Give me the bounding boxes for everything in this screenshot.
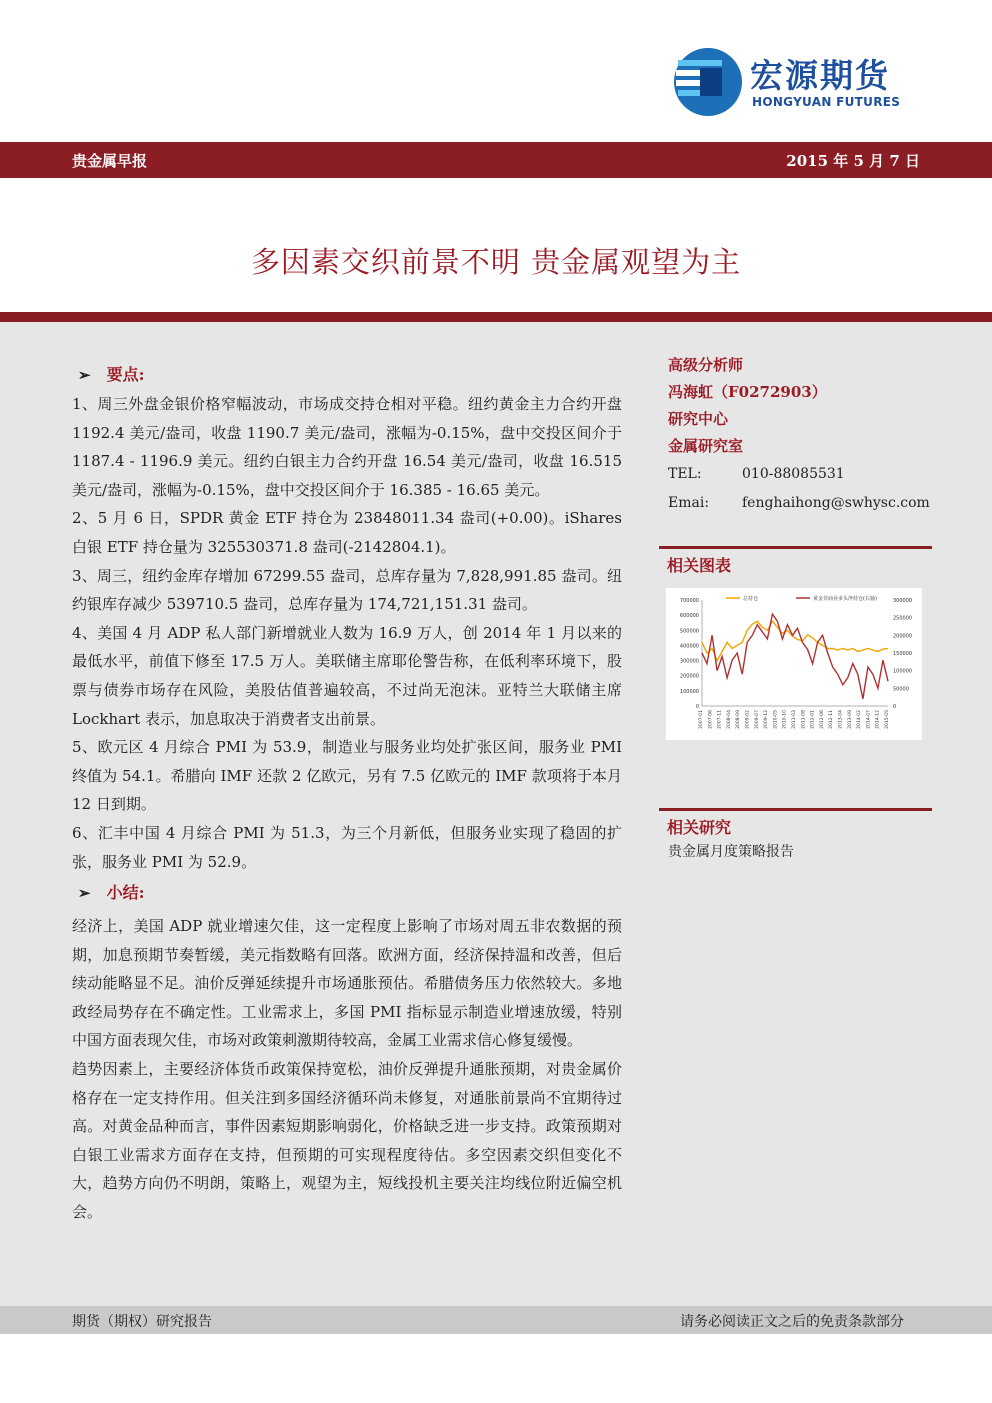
series-line-1 bbox=[702, 621, 888, 660]
chart-svg bbox=[666, 588, 922, 740]
logo-mark-icon bbox=[672, 46, 744, 118]
title-divider bbox=[0, 312, 992, 322]
key-point: 3、周三，纽约金库存增加 67299.55 盎司，总库存量为 7,828,991.85 盎司。纽约银库存减少 539710.5 盎司，总库存量为 174,721,151.31 盎司。 bbox=[72, 566, 622, 614]
x-tick-label: 2010-10 bbox=[782, 710, 788, 729]
legend-label: 黄金非商业多头净持仓(右轴) bbox=[813, 596, 877, 602]
y-left-tick-label: 600000 bbox=[679, 613, 699, 620]
x-tick-label: 2007-11 bbox=[717, 710, 723, 729]
y-right-tick-label: 150000 bbox=[893, 651, 913, 657]
report-type: 贵金属早报 bbox=[72, 152, 148, 170]
x-tick-label: 2014-07 bbox=[866, 710, 872, 729]
analyst-title: 高级分析师 bbox=[668, 356, 744, 374]
holdings-chart bbox=[666, 588, 922, 740]
footer-bar bbox=[0, 1306, 992, 1334]
x-tick-label: 2009-07 bbox=[754, 710, 760, 729]
key-point: 5、欧元区 4 月综合 PMI 为 53.9，制造业与服务业均处扩张区间，服务业 PMI 终值为 54.1。希腊向 IMF 还款 2 亿欧元，另有 7.5 亿欧元的 IMF 款项将于本月 12 日到期。 bbox=[72, 738, 622, 814]
x-tick-label: 2011-03 bbox=[792, 710, 797, 729]
y-right-tick-label: 300000 bbox=[893, 598, 913, 604]
key-points-heading-label: 要点: bbox=[106, 364, 145, 384]
y-left-tick-label: 200000 bbox=[679, 673, 699, 680]
footer-left: 期货（期权）研究报告 bbox=[72, 1314, 212, 1330]
analyst-dept: 研究中心 bbox=[668, 410, 729, 428]
x-tick-label: 2010-05 bbox=[773, 710, 779, 729]
summary-paragraph: 经济上，美国 ADP 就业增速欠佳，这一定程度上影响了市场对周五非农数据的预期，加息预期节奏暂缓，美元指数略有回落。欧洲方面，经济保持温和改善，但后续动能略显不足。油价反弹延续提升市场通胀预估。希腊债务压力依然较大。多地政经局势存在不确定性。工业需求上，多国 PMI 指标显示制造业增速放缓，特别中国方面表现欠佳，市场对政策刺激期待较高，金属工业需求信心修复缓慢。 bbox=[72, 917, 622, 1050]
email-row bbox=[668, 489, 938, 518]
x-tick-label: 2007-06 bbox=[708, 710, 714, 729]
email-value: fenghaihong@swhysc.com bbox=[742, 495, 930, 511]
x-tick-label: 2014-12 bbox=[875, 710, 881, 729]
x-tick-label: 2014-02 bbox=[857, 710, 863, 729]
y-right-tick-label: 0 bbox=[893, 704, 897, 710]
logo-text-en: HONGYUAN FUTURES bbox=[752, 95, 901, 109]
related-charts-heading: 相关图表 bbox=[659, 546, 932, 580]
x-tick-label: 2007-01 bbox=[699, 710, 704, 729]
x-tick-label: 2013-04 bbox=[838, 710, 844, 729]
x-tick-label: 2008-09 bbox=[736, 710, 742, 729]
tel-row bbox=[668, 460, 938, 489]
key-point: 2、5 月 6 日，SPDR 黄金 ETF 持仓为 23848011.34 盎司(+0.00)。iShares 白银 ETF 持仓量为 325530371.8 盎司(-2142804.1)。 bbox=[72, 509, 622, 556]
summary-paragraph: 趋势因素上，主要经济体货币政策保持宽松，油价反弹提升通胀预期，对贵金属价格存在一定支持作用。但关注到多国经济循环尚未修复，对通胀前景尚不宜期待过高。对黄金品种而言，事件因素短期影响弱化，价格缺乏进一步支持。政策预期对白银工业需求方面存在支持，但预期的可实现程度待估。多空因素交织但变化不大，趋势方向仍不明朗，策略上，观望为主，短线投机主要关注均线位附近偏空机会。 bbox=[72, 1060, 622, 1222]
x-tick-label: 2015-05 bbox=[885, 710, 890, 729]
y-right-tick-label: 200000 bbox=[893, 633, 913, 640]
key-points-heading bbox=[72, 360, 622, 390]
y-right-tick-label: 50000 bbox=[893, 686, 909, 693]
x-tick-label: 2012-11 bbox=[829, 710, 835, 729]
y-left-tick-label: 300000 bbox=[679, 658, 699, 665]
x-tick-label: 2009-02 bbox=[745, 710, 751, 729]
analyst-name: 冯海虹（F0272903） bbox=[668, 383, 827, 401]
y-right-tick-label: 100000 bbox=[893, 668, 913, 675]
series-line-2 bbox=[702, 614, 888, 699]
logo-text-cn: 宏源期货 bbox=[750, 56, 890, 95]
y-left-tick-label: 100000 bbox=[679, 688, 699, 695]
report-title: 多因素交织前景不明 贵金属观望为主 bbox=[250, 245, 742, 279]
y-right-tick-label: 250000 bbox=[893, 615, 913, 622]
x-tick-label: 2011-08 bbox=[801, 710, 807, 729]
main-column bbox=[72, 360, 622, 1227]
summary-heading-label: 小结: bbox=[106, 882, 145, 902]
legend-label: 总持仓 bbox=[743, 596, 759, 602]
x-tick-label: 2012-01 bbox=[810, 710, 816, 729]
y-left-tick-label: 400000 bbox=[679, 643, 699, 650]
header-bar bbox=[0, 142, 992, 178]
summary-heading bbox=[72, 878, 622, 908]
key-point: 1、周三外盘金银价格窄幅波动，市场成交持仓相对平稳。纽约黄金主力合约开盘 1192.4 美元/盎司，收盘 1190.7 美元/盎司，涨幅为-0.15%，盘中交投区间介于 1187.4 - 1196.9 美元。纽约白银主力合约开盘 16.54 美元/盎司，收盘 16.515 美元/盎司，涨幅为-0.15%，盘中交投区间介于 16.385 - 16.65 美元。 bbox=[72, 395, 622, 499]
y-left-tick-label: 500000 bbox=[679, 628, 699, 635]
x-tick-label: 2012-06 bbox=[819, 710, 825, 729]
analyst-group: 金属研究室 bbox=[668, 437, 744, 455]
x-tick-label: 2008-04 bbox=[726, 710, 732, 729]
x-tick-label: 2013-09 bbox=[847, 710, 853, 729]
key-point: 4、美国 4 月 ADP 私人部门新增就业人数为 16.9 万人，创 2014 年 1 月以来的最低水平，前值下修至 17.5 万人。美联储主席耶伦警告称，在低利率环境下，股票与债券市场存在风险，美股估值普遍较高，不过尚无泡沫。亚特兰大联储主席 Lockhart 表示，加息取决于消费者支出前景。 bbox=[72, 623, 622, 728]
email-label: Emai: bbox=[668, 495, 710, 511]
analyst-info bbox=[668, 352, 938, 518]
related-research-item[interactable]: 贵金属月度策略报告 bbox=[668, 844, 794, 860]
report-date: 2015 年 5 月 7 日 bbox=[786, 152, 920, 170]
related-research-heading: 相关研究 bbox=[659, 808, 932, 842]
footer-disclaimer-link[interactable]: 请务必阅读正文之后的免责条款部分 bbox=[680, 1314, 904, 1330]
key-point: 6、汇丰中国 4 月综合 PMI 为 51.3，为三个月新低，但服务业实现了稳固的扩张，服务业 PMI 为 52.9。 bbox=[72, 823, 622, 871]
tel-label: TEL: bbox=[668, 466, 702, 482]
arrow-bullet-icon: ➢ bbox=[78, 883, 91, 902]
x-tick-label: 2009-12 bbox=[764, 710, 770, 729]
y-left-tick-label: 700000 bbox=[679, 598, 699, 604]
arrow-bullet-icon: ➢ bbox=[78, 365, 91, 384]
y-left-tick-label: 0 bbox=[695, 704, 699, 710]
tel-value: 010-88085531 bbox=[742, 466, 845, 482]
company-logo bbox=[672, 44, 922, 120]
